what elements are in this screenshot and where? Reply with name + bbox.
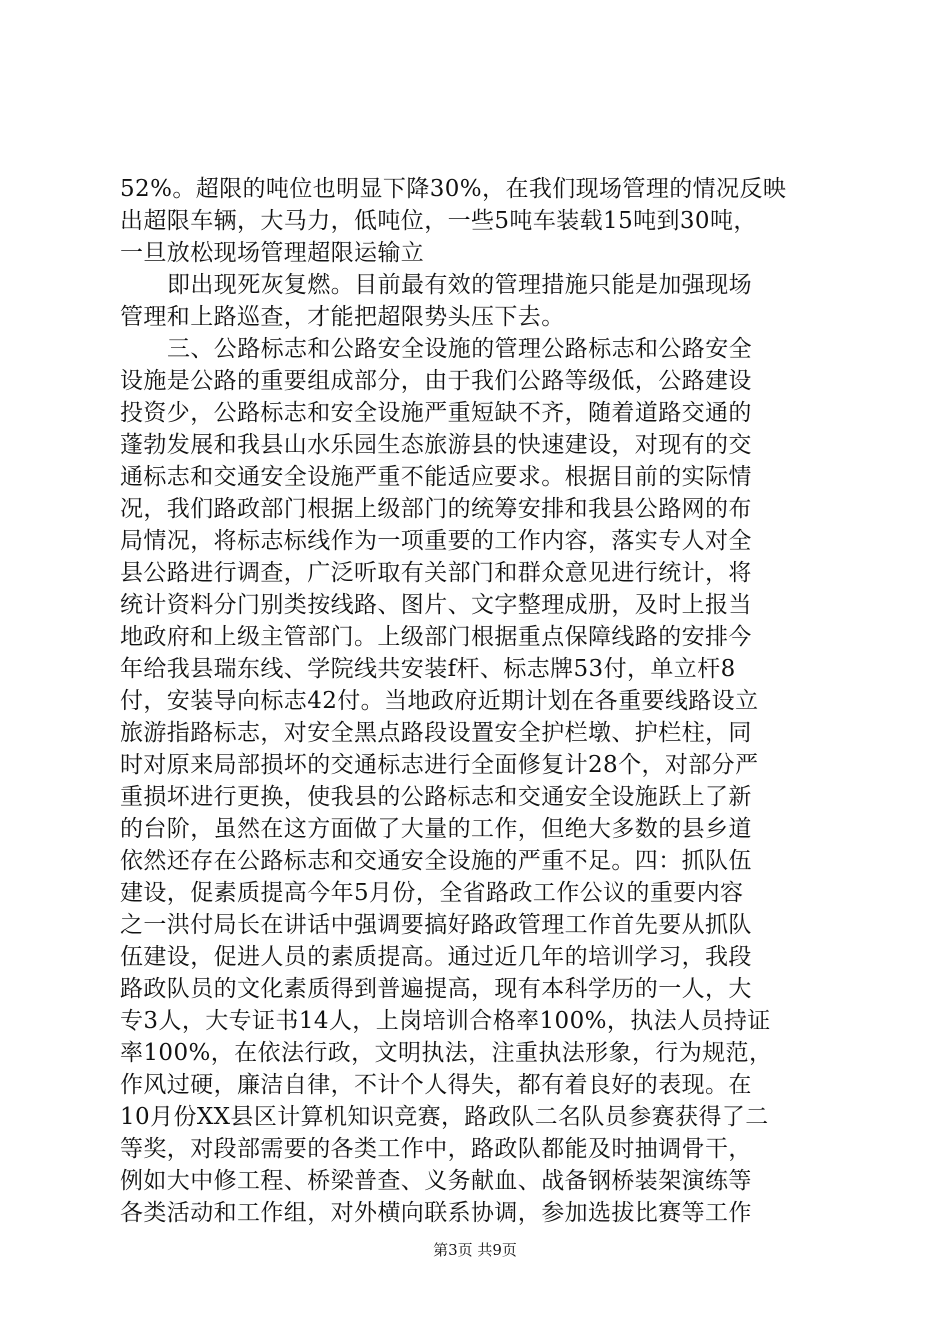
text-line: 旅游指路标志，对安全黑点路段设置安全护栏墩、护栏柱，同: [120, 720, 752, 746]
text-line: 设施是公路的重要组成部分，由于我们公路等级低，公路建设: [120, 368, 752, 394]
text-line: 例如大中修工程、桥梁普查、义务献血、战备钢桥装架演练等: [120, 1168, 752, 1194]
text-line: 52%。超限的吨位也明显下降30%，在我们现场管理的情况反映: [120, 176, 787, 202]
paragraph-start-line: 三、公路标志和公路安全设施的管理公路标志和公路安全: [167, 336, 752, 362]
text-line: 的台阶，虽然在这方面做了大量的工作，但绝大多数的县乡道: [120, 816, 752, 842]
text-line: 通标志和交通安全设施严重不能适应要求。根据目前的实际情: [120, 464, 752, 490]
body-text: [120, 173, 832, 1229]
text-line: 地政府和上级主管部门。上级部门根据重点保障线路的安排今: [120, 624, 752, 650]
text-line: 作风过硬，廉洁自律，不计个人得失，都有着良好的表现。在: [120, 1072, 752, 1098]
text-line: 统计资料分门别类按线路、图片、文字整理成册，及时上报当: [120, 592, 752, 618]
text-line: 况，我们路政部门根据上级部门的统筹安排和我县公路网的布: [120, 496, 752, 522]
paragraph-start-line: 即出现死灰复燃。目前最有效的管理措施只能是加强现场: [167, 272, 752, 298]
text-line: 之一洪付局长在讲话中强调要搞好路政管理工作首先要从抓队: [120, 912, 752, 938]
text-line: 时对原来局部损坏的交通标志进行全面修复计28个，对部分严: [120, 752, 759, 778]
text-line: 出超限车辆，大马力，低吨位，一些5吨车装载15吨到30吨，: [120, 208, 757, 234]
text-line: 一旦放松现场管理超限运输立: [120, 240, 425, 266]
text-line: 各类活动和工作组，对外横向联系协调，参加选拔比赛等工作: [120, 1200, 752, 1226]
text-line: 县公路进行调查，广泛听取有关部门和群众意见进行统计，将: [120, 560, 752, 586]
text-line: 投资少，公路标志和安全设施严重短缺不齐，随着道路交通的: [120, 400, 752, 426]
text-line: 伍建设，促进人员的素质提高。通过近几年的培训学习，我段: [120, 944, 752, 970]
text-line: 10月份XX县区计算机知识竞赛，路政队二名队员参赛获得了二: [120, 1104, 769, 1130]
text-line: 路政队员的文化素质得到普遍提高，现有本科学历的一人，大: [120, 976, 752, 1002]
text-line: 局情况，将标志标线作为一项重要的工作内容，落实专人对全: [120, 528, 752, 554]
text-line: 建设，促素质提高今年5月份，全省路政工作公议的重要内容: [120, 880, 744, 906]
text-line: 等奖，对段部需要的各类工作中，路政队都能及时抽调骨干，: [120, 1136, 752, 1162]
text-line: 管理和上路巡查，才能把超限势头压下去。: [120, 304, 565, 330]
text-line: 年给我县瑞东线、学院线共安装f杆、标志牌53付，单立杆8: [120, 656, 736, 682]
text-line: 付，安装导向标志42付。当地政府近期计划在各重要线路设立: [120, 688, 759, 714]
text-line: 专3人，大专证书14人，上岗培训合格率100%，执法人员持证: [120, 1008, 771, 1034]
text-line: 率100%，在依法行政，文明执法，注重执法形象，行为规范，: [120, 1040, 773, 1066]
text-line: 依然还存在公路标志和交通安全设施的严重不足。四：抓队伍: [120, 848, 752, 874]
page-footer: 第3页 共9页: [433, 1241, 517, 1259]
text-line: 蓬勃发展和我县山水乐园生态旅游县的快速建设，对现有的交: [120, 432, 752, 458]
text-line: 重损坏进行更换，使我县的公路标志和交通安全设施跃上了新: [120, 784, 752, 810]
